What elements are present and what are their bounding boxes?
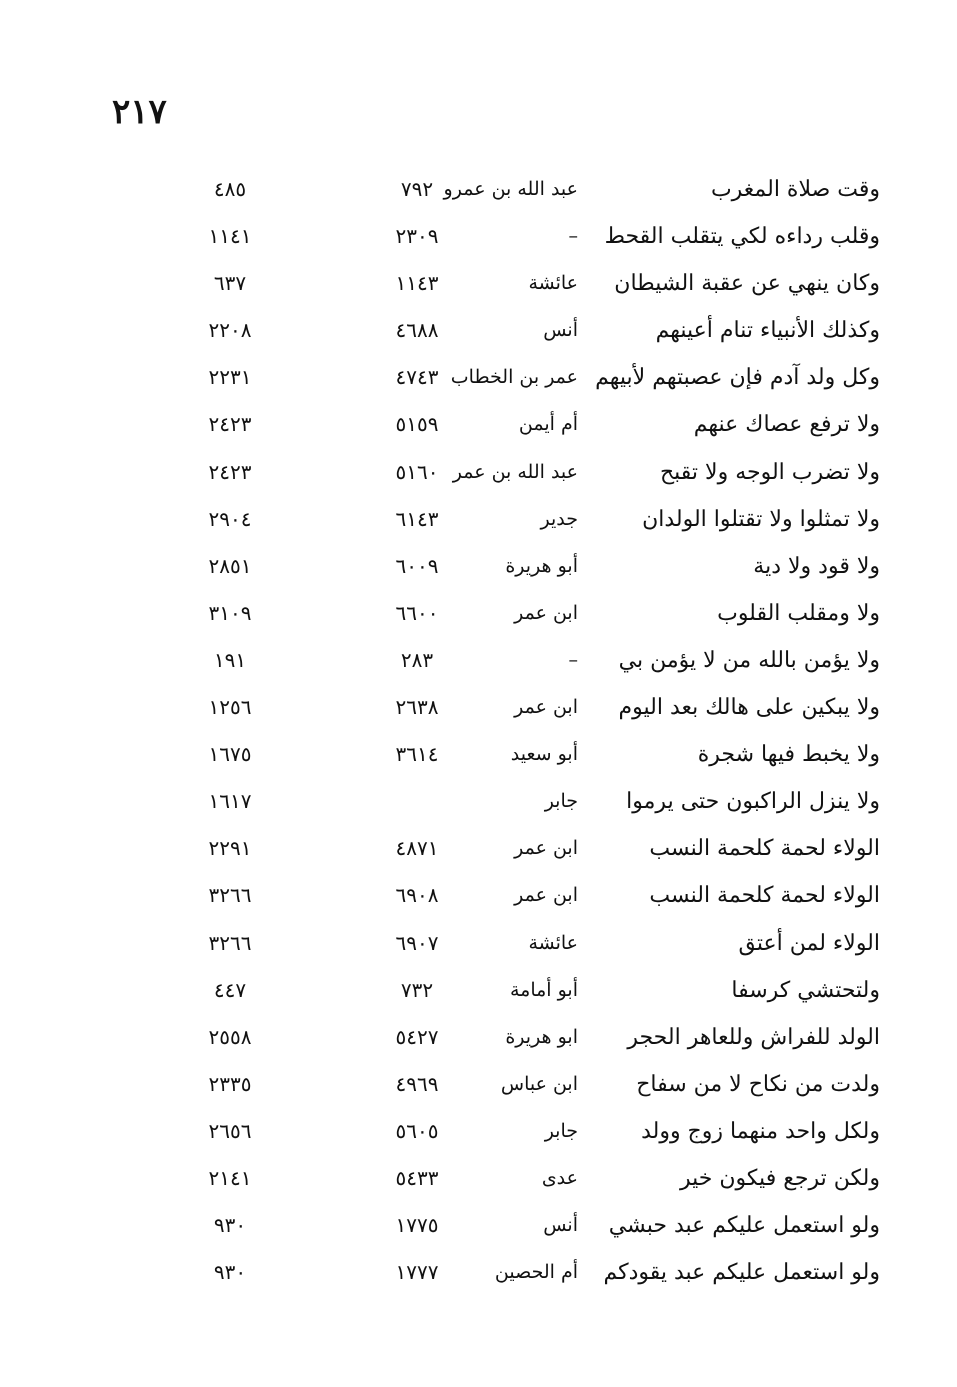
narrator-name: – (568, 225, 578, 248)
hadith-number: ٥٦٠٥ (395, 1118, 439, 1143)
secondary-number: ٤٨٥ (213, 177, 247, 201)
narrator-name: أنس (543, 1214, 578, 1237)
hadith-phrase: ولا ترفع عصاك عنهم (693, 412, 880, 438)
secondary-number: ٢٣٣٥ (208, 1071, 252, 1096)
hadith-phrase: ولو استعمل عليكم عبد حبشي (608, 1213, 880, 1239)
index-row (190, 590, 890, 637)
secondary-number: ٤٤٧ (213, 977, 247, 1002)
narrator-name: عمر بن الخطاب (450, 366, 578, 389)
hadith-number: ١١٤٣ (395, 271, 439, 296)
narrator-name: عائشة (528, 931, 578, 954)
hadith-phrase: الولاء لمن أعتق (738, 930, 880, 956)
index-row (190, 825, 890, 872)
hadith-phrase: وكذلك الأنبياء تنام أعينهم (655, 318, 880, 344)
narrator-name: أبو هريرة (505, 554, 578, 577)
secondary-number: ١٢٥٦ (208, 695, 252, 720)
hadith-phrase: الولاء لحمة كلحمة النسب (649, 883, 880, 909)
narrator-name: جدير (540, 507, 578, 530)
hadith-phrase: ولا ومقلب القلوب (717, 600, 880, 626)
index-row (190, 1202, 890, 1249)
hadith-phrase: وقلب رداءه لكي يتقلب القحط (604, 224, 880, 250)
hadith-phrase: ولدت من نكاح لا من سفاح (636, 1071, 880, 1097)
hadith-number: ٥٤٣٣ (395, 1165, 439, 1190)
hadith-phrase: ولا قود ولا دية (753, 553, 880, 579)
narrator-name: عبد الله بن عمر (452, 460, 578, 483)
index-row (190, 778, 890, 825)
narrator-name: أنس (543, 319, 578, 342)
hadith-number: ٢٨٣ (400, 647, 434, 672)
hadith-phrase: ولا يبكين على هالك بعد اليوم (618, 695, 880, 721)
hadith-number: ٤٨٧١ (395, 836, 439, 861)
secondary-number: ١٦٧٥ (208, 742, 252, 767)
secondary-number: ٢٢٠٨ (208, 318, 252, 343)
index-row (190, 731, 890, 778)
hadith-number: ٤٦٨٨ (395, 318, 439, 343)
hadith-phrase: ولا يخبط فيها شجرة (697, 742, 880, 768)
hadith-phrase: ولا يؤمن بالله من لا يؤمن بي (618, 647, 880, 673)
secondary-number: ٢٩٠٤ (208, 506, 252, 531)
hadith-phrase: ولكن ترجع فيكون خير (680, 1165, 880, 1191)
hadith-phrase: ولو استعمل عليكم عبد يقودكم (603, 1260, 880, 1286)
hadith-phrase: ولكل واحد منهما زوج وولد (641, 1118, 880, 1144)
hadith-number: ٦٦٠٠ (395, 600, 439, 625)
narrator-name: عبد الله بن عمرو (443, 178, 578, 200)
hadith-number: ٥١٦٠ (395, 459, 439, 484)
secondary-number: ٩٣٠ (213, 1213, 247, 1238)
index-row (190, 1061, 890, 1108)
narrator-name: – (568, 648, 578, 671)
narrator-name: أم الحصين (494, 1261, 578, 1284)
narrator-name: ابن عمر (514, 837, 578, 860)
hadith-number: ٢٣٠٩ (395, 224, 439, 249)
secondary-number: ٣٢٦٦ (208, 930, 252, 955)
narrator-name: ابن عمر (514, 696, 578, 719)
hadith-index-table (190, 166, 890, 1296)
index-row (190, 543, 890, 590)
secondary-number: ٢٢٣١ (208, 365, 252, 390)
index-row (190, 260, 890, 307)
index-row (190, 967, 890, 1014)
hadith-phrase: الولد للفراش وللعاهر الحجر (627, 1024, 880, 1050)
narrator-name: عائشة (528, 272, 578, 295)
index-row (190, 166, 890, 213)
secondary-number: ٣١٠٩ (208, 600, 252, 625)
index-row (190, 920, 890, 967)
secondary-number: ٢٨٥١ (208, 553, 252, 578)
index-row (190, 401, 890, 448)
hadith-number: ٤٩٦٩ (395, 1071, 439, 1096)
narrator-name: عدى (541, 1166, 578, 1189)
narrator-name: ابن عباس (500, 1072, 578, 1095)
index-row (190, 684, 890, 731)
secondary-number: ٣٢٦٦ (208, 883, 252, 908)
secondary-number: ٩٣٠ (213, 1260, 247, 1285)
secondary-number: ٢٤٢٣ (208, 412, 252, 437)
index-row (190, 354, 890, 401)
hadith-number: ٦٩٠٨ (395, 883, 439, 908)
hadith-number: ١٧٧٧ (395, 1260, 439, 1285)
secondary-number: ٢٢٩١ (208, 836, 252, 861)
narrator-name: أبو سعيد (510, 743, 578, 766)
secondary-number: ٢٤٢٣ (208, 459, 252, 484)
hadith-number: ٦٠٠٩ (395, 553, 439, 578)
hadith-phrase: ولا ينزل الراكبون حتى يرموا (626, 789, 880, 815)
index-row (190, 307, 890, 354)
narrator-name: ابو هريرة (505, 1025, 578, 1048)
index-row (190, 449, 890, 496)
hadith-number: ٤٧٤٣ (395, 365, 439, 390)
index-row (190, 872, 890, 919)
hadith-phrase: ولتحتشي كرسفا (731, 977, 880, 1003)
narrator-name: أم أيمن (518, 413, 578, 436)
secondary-number: ١٩١ (213, 647, 247, 672)
narrator-name: جابر (544, 790, 578, 813)
hadith-number: ٧٩٢ (400, 177, 434, 201)
hadith-phrase: وقت صلاة المغرب (710, 177, 880, 202)
index-row (190, 1249, 890, 1296)
hadith-number: ٥١٥٩ (395, 412, 439, 437)
page-number: ٢١٧ (112, 92, 167, 132)
narrator-name: ابن عمر (514, 884, 578, 907)
hadith-number: ٣٦١٤ (395, 742, 439, 767)
secondary-number: ٢١٤١ (208, 1165, 252, 1190)
hadith-number: ٥٤٢٧ (395, 1024, 439, 1049)
index-row (190, 637, 890, 684)
index-row (190, 1014, 890, 1061)
hadith-phrase: ولا تضرب الوجه ولا تقبح (659, 459, 880, 485)
hadith-phrase: وكل ولد آدم فإن عصبتهم لأبيهم (595, 365, 880, 391)
hadith-phrase: ولا تمثلوا ولا تقتلوا الولدان (642, 506, 880, 532)
secondary-number: ٢٦٥٦ (208, 1118, 252, 1143)
hadith-number: ٦٩٠٧ (395, 930, 439, 955)
hadith-number: ٦١٤٣ (395, 506, 439, 531)
narrator-name: جابر (544, 1119, 578, 1142)
secondary-number: ٦٣٧ (213, 271, 247, 296)
hadith-number: ٧٣٢ (400, 977, 434, 1002)
index-row (190, 213, 890, 260)
narrator-name: أبو أمامة (509, 978, 578, 1001)
index-row (190, 1108, 890, 1155)
hadith-number: ١٧٧٥ (395, 1213, 439, 1238)
narrator-name: ابن عمر (514, 601, 578, 624)
secondary-number: ١١٤١ (208, 224, 252, 249)
hadith-phrase: وكان ينهي عن عقبة الشيطان (614, 271, 880, 297)
hadith-phrase: الولاء لحمة كلحمة النسب (649, 836, 880, 862)
secondary-number: ٢٥٥٨ (208, 1024, 252, 1049)
hadith-number: ٢٦٣٨ (395, 695, 439, 720)
index-row (190, 1155, 890, 1202)
secondary-number: ١٦١٧ (208, 789, 252, 814)
index-row (190, 496, 890, 543)
